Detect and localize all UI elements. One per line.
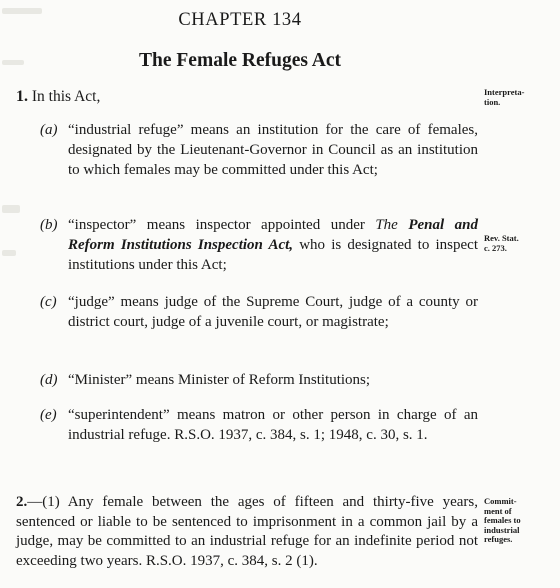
margin-note-rev-stat: Rev. Stat. c. 273. [484,233,519,253]
act-reference: The [375,217,398,233]
section-number: 2. [16,494,28,510]
margin-note-commitment: Commit- ment of females to industrial refuges. [484,496,521,544]
section-number: 1. [16,88,28,105]
clause-text: “Minister” means Minister of Reform Institutions; [68,372,371,388]
clause-d [40,370,478,390]
margin-note-interpretation: Interpreta- tion. [484,87,525,107]
scan-artifact [2,205,20,213]
section-text: —(1) Any female between the ages of fifteen and thirty-five years, sentenced or liable to be sentenced to imprisonment in a common jail by a judge, may be committed to an industrial refuge for an indefinite period not exceeding two years. R.S.O. 1937, c. 384, s. 2 (1). [16,494,478,569]
clause-label: (b) [40,217,58,233]
scan-artifact [2,250,16,256]
clause-b [40,215,478,275]
clause-label: (a) [40,122,58,138]
act-reference: Penal and Reform Institutions Inspection Act, [68,217,479,253]
section-2 [16,493,478,571]
act-title: The Female Refuges Act [139,50,341,71]
clause-text: “industrial refuge” means an institution for the care of females, designated by the Lieutenant-Governor in Council as an institution to which females may be committed under this Act; [68,122,478,178]
clause-text: “inspector” means inspector appointed under The Penal and Reform Institutions Inspection Act, who is designated to inspect institutions under this Act; [68,217,479,273]
clause-e [40,405,478,445]
clause-text: “judge” means judge of the Supreme Court, judge of a county or district court, judge of a juvenile court, or magistrate; [68,294,478,330]
clause-label: (d) [40,372,58,388]
clause-c [40,292,478,332]
clause-label: (e) [40,407,57,423]
section-1-heading [16,88,100,106]
section-intro: In this Act, [31,88,101,105]
clause-a [40,120,478,180]
clause-label: (c) [40,294,57,310]
chapter-heading: CHAPTER 134 [178,10,302,30]
clause-text: “superintendent” means matron or other person in charge of an industrial refuge. R.S.O. 1937, c. 384, s. 1; 1948, c. 30, s. 1. [68,407,478,443]
